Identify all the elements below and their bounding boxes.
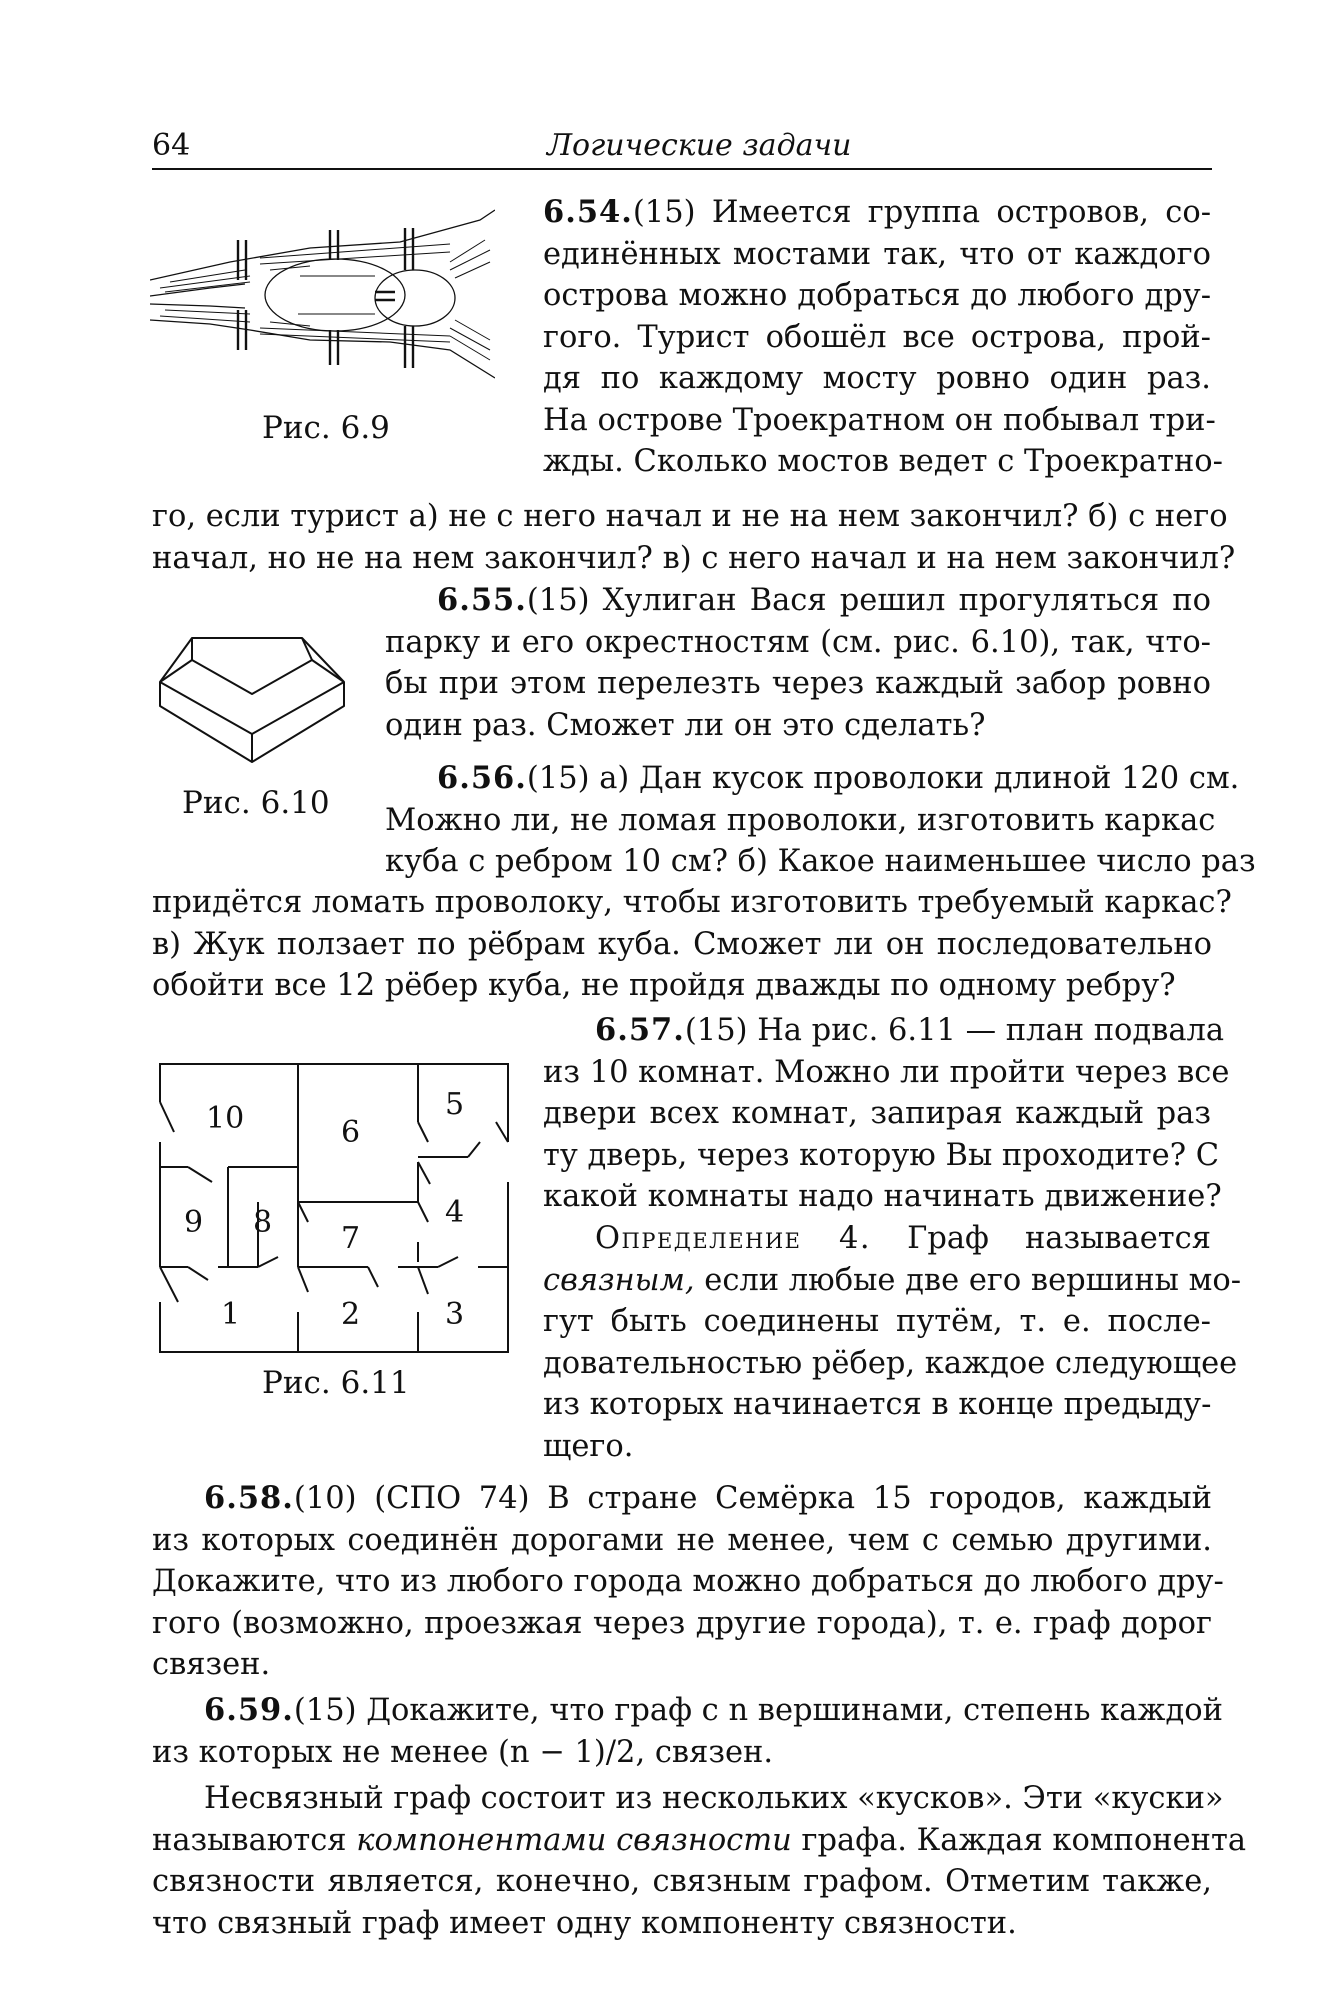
- problem-6-56-line: обойти все 12 рёбер куба, не пройдя дважды по одному ребру?: [152, 968, 1176, 1003]
- problem-6-57-line: двери всех комнат, запирая каждый раз: [543, 1096, 1211, 1131]
- problem-number: 6.56.: [437, 760, 527, 796]
- definition-4-line: Определение 4. Граф называется: [595, 1221, 1211, 1256]
- definition-4-line: из которых начинается в конце предыду-: [543, 1387, 1212, 1422]
- problem-6-54-cont: [152, 496, 1236, 579]
- problem-number: 6.54.: [543, 194, 633, 230]
- definition-label: Определение 4.: [595, 1221, 872, 1256]
- problem-6-55-line: парку и его окрестностям (см. рис. 6.10), так, что-: [385, 624, 1211, 660]
- problem-6-56-line: в) Жук ползает по рёбрам куба. Сможет ли он последовательно: [152, 926, 1212, 962]
- problem-6-55-line: один раз. Сможет ли он это сделать?: [385, 707, 986, 743]
- problem-6-58-line: связен.: [152, 1647, 271, 1682]
- problem-6-56: [385, 758, 1256, 883]
- definition-4-line: щего.: [543, 1428, 634, 1464]
- room-label: 5: [445, 1087, 465, 1122]
- problem-number: 6.58.: [204, 1480, 294, 1516]
- problem-6-58: [152, 1478, 1224, 1686]
- problem-number: 6.57.: [595, 1012, 685, 1048]
- problem-6-56-line: придётся ломать проволоку, чтобы изготовить требуемый каркас?: [152, 885, 1232, 920]
- closing-line: связности является, конечно, связным графом. Отметим также,: [152, 1864, 1212, 1899]
- problem-6-58-line: 6.58.(10) (СПО 74) В стране Семёрка 15 городов, каждый: [204, 1480, 1212, 1516]
- problem-6-54-line: го, если турист а) не с него начал и не на нем закончил? б) с него: [152, 499, 1228, 534]
- problem-6-54-line: единённых мостами так, что от каждого: [543, 236, 1211, 272]
- problem-6-54-line: начал, но не на нем закончил? в) с него начал и на нем закончил?: [152, 540, 1236, 576]
- problem-6-59-line: из которых не менее (n − 1)/2, связен.: [152, 1734, 774, 1770]
- problem-6-57: [543, 1010, 1230, 1218]
- problem-6-56-cont: [152, 882, 1232, 1007]
- figure-6-9-caption: Рис. 6.9: [262, 410, 390, 446]
- closing-paragraph: [152, 1778, 1247, 1944]
- problem-6-54: [543, 192, 1223, 483]
- header-rule: [152, 168, 1212, 170]
- problem-6-59-line: 6.59.(15) Докажите, что граф с n вершинами, степень каждой: [204, 1692, 1223, 1728]
- problem-6-59: [152, 1690, 1223, 1773]
- problem-number: 6.55.: [437, 582, 527, 618]
- problem-6-58-line: гого (возможно, проезжая через другие города), т. е. граф дорог: [152, 1605, 1212, 1641]
- definition-4: [543, 1218, 1242, 1467]
- room-label: 6: [341, 1115, 361, 1150]
- definition-4-line: гут быть соединены путём, т. е. после-: [543, 1304, 1211, 1339]
- problem-6-54-line: 6.54.(15) Имеется группа островов, со-: [543, 194, 1211, 230]
- room-label: 8: [253, 1205, 273, 1240]
- closing-line: Несвязный граф состоит из нескольких «кусков». Эти «куски»: [204, 1781, 1224, 1816]
- figure-6-10-park: [152, 630, 352, 770]
- problem-6-54-line: жды. Сколько мостов ведет с Троекратно-: [543, 444, 1223, 479]
- problem-6-57-line: из 10 комнат. Можно ли пройти через все: [543, 1054, 1230, 1090]
- room-label: 9: [184, 1205, 204, 1240]
- room-label: 3: [445, 1297, 465, 1332]
- problem-6-55-line: бы при этом перелезть через каждый забор ровно: [385, 666, 1211, 701]
- room-label: 10: [206, 1101, 245, 1136]
- figure-6-9-islands: [150, 200, 495, 390]
- running-title: Логические задачи: [547, 128, 852, 163]
- problem-6-54-line: На острове Троекратном он побывал три-: [543, 402, 1216, 438]
- problem-number: 6.59.: [204, 1692, 294, 1728]
- room-label: 1: [221, 1297, 241, 1332]
- problem-6-56-line: 6.56.(15) а) Дан кусок проволоки длиной 120 см.: [437, 760, 1240, 796]
- page-header: [152, 128, 1212, 172]
- figure-6-11-basement-plan: [158, 1062, 510, 1362]
- figure-6-10-caption: Рис. 6.10: [182, 785, 330, 821]
- definition-4-line: довательностью рёбер, каждое следующее: [543, 1345, 1238, 1381]
- problem-6-57-line: какой комнаты надо начинать движение?: [543, 1179, 1222, 1214]
- definition-4-line: связным, если любые две его вершины мо-: [543, 1262, 1242, 1298]
- figure-6-11-caption: Рис. 6.11: [262, 1365, 410, 1401]
- problem-6-55: [385, 580, 1211, 746]
- problem-6-56-line: куба с ребром 10 см? б) Какое наименьшее число раз: [385, 844, 1256, 879]
- room-label: 7: [341, 1221, 361, 1256]
- problem-6-54-line: дя по каждому мосту ровно один раз.: [543, 361, 1211, 396]
- closing-term: компонентами связности: [356, 1822, 792, 1858]
- room-label: 4: [445, 1195, 465, 1230]
- problem-6-57-line: ту дверь, через которую Вы проходите? С: [543, 1137, 1220, 1173]
- problem-6-57-line: 6.57.(15) На рис. 6.11 — план подвала: [595, 1012, 1225, 1048]
- closing-line: что связный граф имеет одну компоненту связности.: [152, 1905, 1017, 1941]
- problem-6-58-line: Докажите, что из любого города можно добраться до любого дру-: [152, 1564, 1224, 1599]
- problem-6-54-line: гого. Турист обошёл все острова, прой-: [543, 319, 1211, 355]
- definition-term: связным,: [543, 1262, 695, 1298]
- page-number: 64: [152, 128, 191, 163]
- problem-6-55-line: 6.55.(15) Хулиган Вася решил прогуляться по: [437, 582, 1211, 618]
- problem-6-56-line: Можно ли, не ломая проволоки, изготовить каркас: [385, 802, 1216, 838]
- closing-line: называются компонентами связности графа. Каждая компонента: [152, 1822, 1247, 1858]
- problem-6-54-line: острова можно добраться до любого дру-: [543, 278, 1211, 313]
- room-label: 2: [341, 1297, 361, 1332]
- problem-6-58-line: из которых соединён дорогами не менее, чем с семью другими.: [152, 1522, 1212, 1558]
